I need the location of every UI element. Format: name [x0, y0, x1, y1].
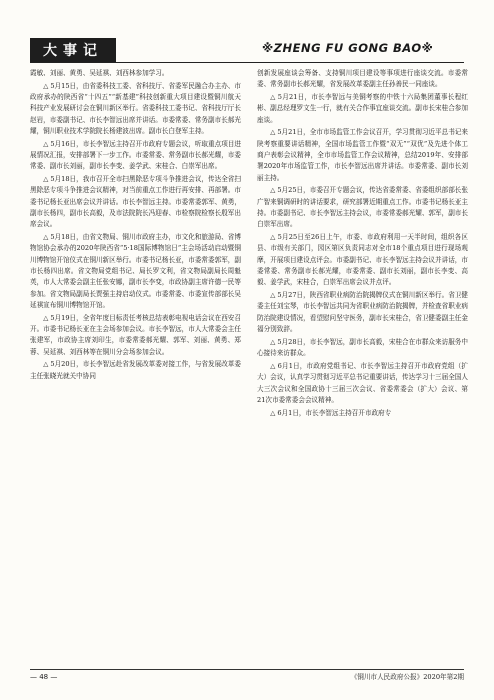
- news-entry: △ 5月25日至26日上午，市委、市政府利用一天半时间，组织各区县、市级有关部门，园区第区负责同志对全市18个重点项目进行现场观摩，开展项目建设点评会。市委副书记、市长李智远主持会议并讲话，市委常委、常务副市长郝光耀，市委常委、副市长刘丽，副市长李变、高毅、姜学武，宋桂合，白崇军出席会议并点评。: [257, 233, 468, 287]
- right-column: [257, 68, 468, 658]
- news-entry: △ 5月16日，市长李智远主持召开市政府专题会议，听取重点项目进展情况汇报，安排部署下一步工作。市委常委、常务副市长郝光耀，市委常委、副市长刘丽，副市长李变、姜学武、宋桂合、白崇军出席。: [30, 139, 241, 171]
- news-entry: △ 5月20日，市长李智远赴省发展改革委对接工作，与省发展改革委主任张晓光就关中协同: [30, 360, 241, 380]
- news-entry: △ 5月25日，市委召开专题会议，传达省委常委、省委组织部部长张广智来铜调研时的讲话要求，研究部署近期重点工作。市委书记杨长亚主持。市委副书记、市长李智远主持会议，市委常委郝光耀、郭军，副市长白崇军出席。: [257, 186, 468, 229]
- news-entry: △ 5月15日，由省委科技工委、省科技厅、省委军民融合办主办、市政府承办的陕西省“十四五”“新基建”科技创新重大项目建设暨铜川航天科技产业发展研讨会在铜川新区举行。省委科技工委书记、省科技厅厅长赵岩，市委副书记、市长李智远出席并讲话。市委常委、常务副市长郝光耀，铜川职业技术学院院长杨建波出席。副市长白登军主持。: [30, 81, 241, 135]
- page-number: — 48 —: [30, 673, 58, 681]
- news-entry: △ 5月21日，市长李智远与美铜考察的中铁十六局集团董事长程红彬、副总经理罗文生一行，就有关合作事宜座谈交流。副市长宋桂合参加座谈。: [257, 93, 468, 124]
- news-entry: △ 5月27日，陕西省职业病防治院揭牌仪式在铜川新区举行。省卫健委主任刘宝琴，市长李智远共同为省职业病防治院揭牌，并检查省职业病防治院建设情况，看望慰问坚守医务，副市长宋桂合，省卫健委副主任金福分别致辞。: [257, 291, 468, 334]
- news-entry: △ 5月19日，全省年度目标责任考核总结表彰电视电话会议在西安召开。市委书记杨长亚在主会场参加会议。市长李智远，市人大常委会主任张建军，市政协主席刘印生，市委常委郝光耀、郭军、刘丽、黄勇、郑蓉、吴延祺、刘西林等在铜川分会场参加会议。: [30, 313, 241, 356]
- news-entry: △ 5月18日，由省文物局、铜川市政府主办，市文化和旅游局、省博物馆协会承办的2020年陕西省“5·18国际博物馆日”主会场活动启动暨铜川博物馆开馆仪式在铜川新区举行。市委书记杨长亚，市委常委郭军，副市长杨四出席。省文物局党组书记、局长罗文利，省文物局副局长周魁英，市人大常委会副主任张安娜，副市长李变，市政协副主席许德一民等参加。省文物局副局长贾强主持启动仪式。市委常委、市委宣传部部长吴延祺宣布铜川博物馆开馆。: [30, 233, 241, 309]
- news-entry: △ 5月18日，我市召开全市扫黑除恶专项斗争推进会议，传达全省扫黑除恶专项斗争推进会议精神，对当前重点工作进行再安排、再部署。市委书记杨长亚出席会议并讲话。市长李智远主持。市委常委郭军、黄勇，副市长杨四，副市长高毅，及市法院院长冯迎春、市检察院检察长殷军出席会议。: [30, 175, 241, 229]
- page-header: [30, 38, 464, 63]
- page-footer: [30, 669, 464, 682]
- news-entry: △ 5月28日，市长李智远，副市长高毅，宋桂合在市群众来访服务中心接待来访群众。: [257, 337, 468, 358]
- section-label: 大事记: [30, 38, 116, 62]
- news-entry: △ 6月1日，市长李智远主持召开市政府专: [270, 408, 392, 417]
- publication-brand: ※ZHENG FU GONG BAO※: [262, 41, 434, 55]
- news-entry: △ 5月21日，全市市场监管工作会议召开，学习贯彻习近平总书记来陕考察重要讲话精神，全国市场监管工作暨“双无”“双优”及先进个体工商户表彰会议精神，全市市场监管工作会议精神，总结2019年、安排部署2020年市场监管工作，市长李智远出席并讲话。市委常委、副市长刘丽主持。: [257, 128, 468, 182]
- left-column: [30, 68, 241, 658]
- news-entry: 创新发展座谈会筹备、支持铜川项目建设等事项进行座谈交流。市委常委、常务副市长郝光耀，省发展改革委副主任孙善民一同座谈。: [257, 69, 468, 89]
- publication-info: 《铜川市人民政府公报》2020年第2期: [350, 673, 464, 681]
- news-entry: △ 6月1日，市政府党组书记、市长李智远主持召开市政府党组（扩大）会议，认真学习贯彻习近平总书记重要讲话，传达学习十三届全国人大三次会议和全国政协十三届三次会议、省委常委会（扩大）会议、第21次市委常委会会议精神。: [257, 361, 468, 404]
- news-entry: 霞敏、刘丽、黄勇、吴延祺、刘西林参加学习。: [30, 69, 169, 77]
